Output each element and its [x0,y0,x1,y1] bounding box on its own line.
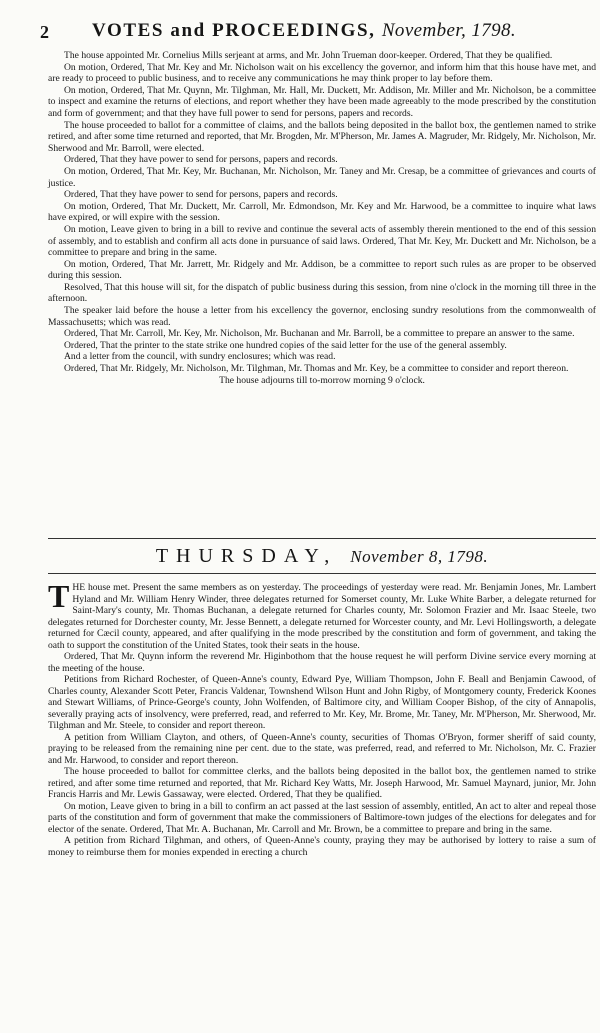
paragraph: The house proceeded to ballot for committee clerks, and the ballots being deposited in the ballot box, the gentlemen named to strike retired, and after some time returned and reported, that Mr. Richard Key Watts, Mr. Joseph Harwood, Mr. Samuel Maynard, junior, Mr. John Francis Harris and Mr. Lewis Gassaway, were elected. Ordered, That they be qualified. [48,766,596,800]
paragraph: Ordered, That Mr. Carroll, Mr. Key, Mr. Nicholson, Mr. Buchanan and Mr. Barroll, be a committee to prepare an answer to the same. [64,328,575,340]
day-name: THURSDAY, [155,545,338,567]
running-head-date: November, 1798. [381,20,517,41]
running-head [92,20,516,42]
paragraph: On motion, Ordered, That Mr. Quynn, Mr. Tilghman, Mr. Hall, Mr. Duckett, Mr. Addison, Mr. Miller and Mr. Nicholson, be a committee to inspect and examine the returns of elections, and report whether they have been made agreeably to the mode prescribed by the constitution and form of government; and that they have full power to send for persons, papers and records. [48,84,596,119]
paragraph: On motion, Ordered, That Mr. Key and Mr. Nicholson wait on his excellency the governor, and inform him that this house have met, and are ready to proceed to public business, and to receive any communications he may think proper to lay before them. [48,61,596,85]
opening-text: HE house met. Present the same members as on yesterday. The proceedings of yesterday were read. Mr. Benjamin Jones, Mr. Lambert Hyland and Mr. William Henry Winder, three delegates returned for Somerset county, Mr. Luke White Barber, a delegate returned for Saint-Mary's county, Mr. Thomas Buchanan, a delegate returned for Charles county, Mr. Solomon Frazier and Mr. Isaac Steele, two delegates returned for Dorchester county, Mr. Jesse Bennett, a delegate returned for Worcester county, and Mr. Levi Hollingsworth, a delegate returned for Cæcil county, appeared, and after qualifying in the mode prescribed by the constitution and form of government, and taking the oath to support the constitution of the United States, took their seats in the house. [48,582,596,651]
paragraph: The house appointed Mr. Cornelius Mills serjeant at arms, and Mr. John Trueman door-keeper. Ordered, That they be qualified. [64,50,553,61]
proceedings-section-2 [48,578,596,858]
paragraph: Ordered, That Mr. Ridgely, Mr. Nicholson, Mr. Tilghman, Mr. Thomas and Mr. Key, be a committee to consider and report thereon. [64,363,569,375]
paragraph: And a letter from the council, with sundry enclosures; which was read. [64,351,336,363]
paragraph: Ordered, That they have power to send for persons, papers and records. [64,154,338,166]
day-heading-text [48,545,596,568]
paragraph: Ordered, That the printer to the state strike one hundred copies of the said letter for the use of the general assembly. [64,339,507,351]
paragraph: Resolved, That this house will sit, for the dispatch of public business during this session, from nine o'clock in the morning till three in the afternoon. [48,281,596,305]
paragraph: Ordered, That Mr. Quynn inform the reverend Mr. Higinbothom that the house request he will perform Divine service every morning at the meeting of the house. [48,651,596,674]
running-head-title: VOTES and PROCEEDINGS, [92,20,376,41]
proceedings-section-1 [48,50,596,386]
paragraph: On motion, Ordered, That Mr. Key, Mr. Buchanan, Mr. Nicholson, Mr. Taney and Mr. Cresap, be a committee of grievances and courts of justice. [48,165,596,189]
opening-paragraph [48,578,596,651]
adjournment-line: The house adjourns till to-morrow morning 9 o'clock. [219,374,425,386]
paragraph: The speaker laid before the house a letter from his excellency the governor, enclosing sundry resolutions from the commonwealth of Massachusetts; which was read. [48,305,596,328]
day-heading [48,538,596,574]
paragraph: Ordered, That they have power to send for persons, papers and records. [64,189,338,201]
paragraph: A petition from William Clayton, and others, of Queen-Anne's county, securities of Thomas O'Bryon, former sheriff of said county, praying to be released from the remaining nine per cent. due to the state, was preferred, read, and referred to Mr. Nicholson, Mr. C. Frazier and Mr. Harwood, to consider and report thereon. [48,731,596,766]
paragraph: On motion, Ordered, That Mr. Duckett, Mr. Carroll, Mr. Edmondson, Mr. Key and Mr. Harwood, be a committee to inquire what laws have expired, or will expire with the session. [48,200,596,224]
day-date: November 8, 1798. [350,547,489,566]
paragraph: On motion, Ordered, That Mr. Jarrett, Mr. Ridgely and Mr. Addison, be a committee to report such rules as are proper to be observed during this session. [48,258,596,282]
paragraph: On motion, Leave given to bring in a bill to confirm an act passed at the last session of assembly, entitled, An act to alter and repeal those parts of the constitution and form of government that make the commissioners of Baltimore-town judges of the elections for delegates and for elector of the senate. Ordered, That Mr. A. Buchanan, Mr. Carroll and Mr. Brown, be a committee to prepare and bring in the same. [48,800,596,835]
drop-cap: T [48,578,70,614]
page-number: 2 [40,22,49,42]
paragraph: A petition from Richard Tilghman, and others, of Queen-Anne's county, praying they may be authorised by lottery to raise a sum of money to reimburse them for monies expended in erecting a church [48,835,596,858]
paragraph: Petitions from Richard Rochester, of Queen-Anne's county, Edward Pye, William Thompson, John F. Beall and Benjamin Cawood, of Charles county, Alexander Scott Peter, Francis Valdenar, Townshend Wilson Hunt and John Rigby, of Montgomery county, Frederick Koones and Stewart Williams, of Prince-George's county, John Wolfenden, of Baltimore city, and William Cooper Bishop, of the city of Annapolis, severally praying acts of insolvency, were preferred, read, and referred to Mr. Key, Mr. Brome, Mr. Taney, Mr. M'Pherson, Mr. Sherwood, Mr. Tilghman and Mr. Steele, to consider and report thereon. [48,674,596,731]
paragraph: On motion, Leave given to bring in a bill to revive and continue the several acts of assembly therein mentioned to the end of this session of assembly, and to establish and confirm all acts done in pursuance of said laws. Ordered, That Mr. Key, Mr. Duckett and Mr. Nicholson, be a committee to prepare and bring in the same. [48,223,596,259]
paragraph: The house proceeded to ballot for a committee of claims, and the ballots being deposited in the ballot box, the gentlemen named to strike retired, and after some time returned and reported, that Mr. Brogden, Mr. M'Pherson, Mr. James A. Magruder, Mr. Ridgely, Mr. Nicholson, Mr. Sherwood and Mr. Barroll, were elected. [48,119,596,154]
page-header [30,20,585,46]
